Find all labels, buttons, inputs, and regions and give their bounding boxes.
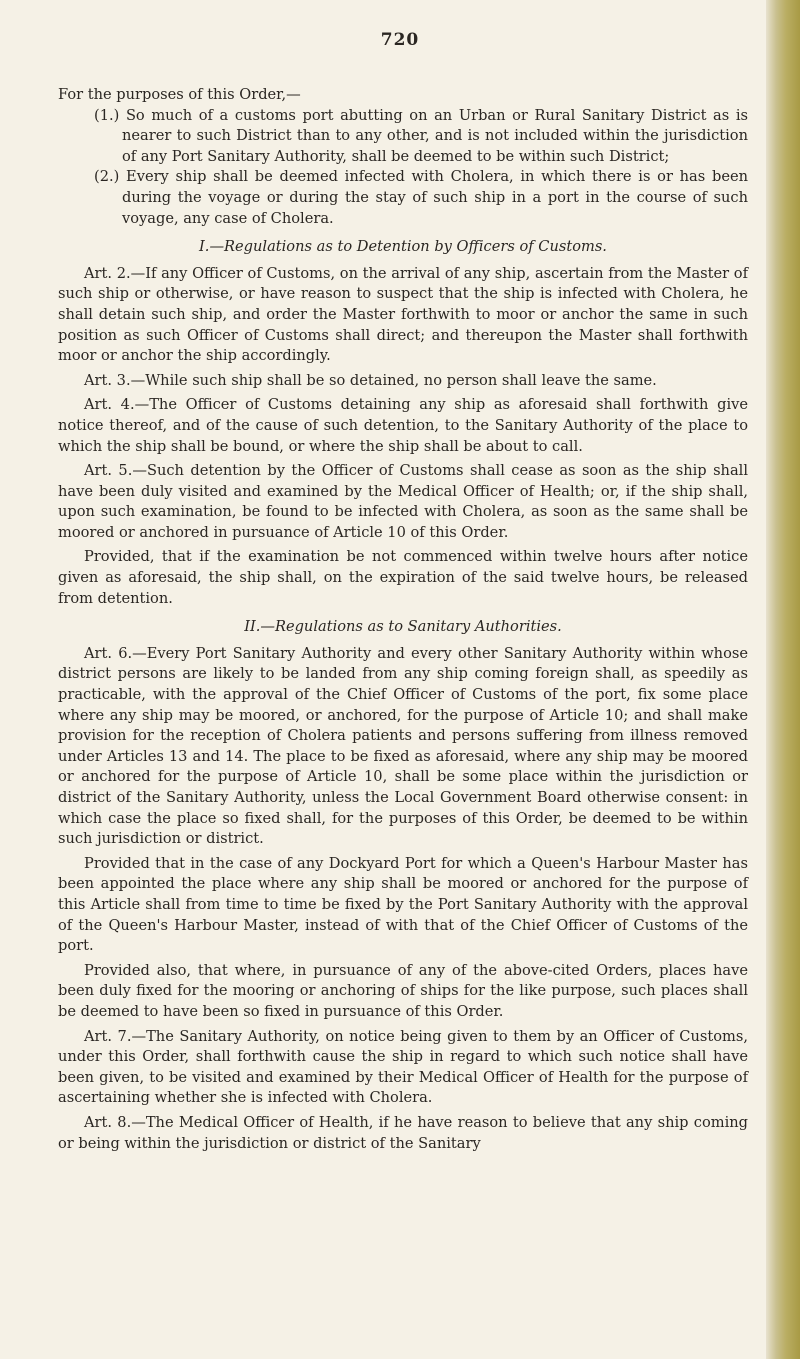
page-number: 720 bbox=[380, 30, 420, 50]
section-heading-1: I.—Regulations as to Detention by Officers of Customs. bbox=[199, 238, 607, 256]
intro-paragraph: For the purposes of this Order,— bbox=[58, 86, 301, 103]
article-7 bbox=[58, 1027, 748, 1109]
article-text: —The Officer of Customs detaining any ship as aforesaid shall forthwith give notice thereof, and of the cause of such detention, to the Sanitary Authority of the place to which the ship shall be bound, or where the ship shall be about to call. bbox=[58, 396, 748, 455]
article-label: Art. 8. bbox=[84, 1113, 132, 1131]
article-text: Provided also, that where, in pursuance of any of the above-cited Orders, places have been duly fixed for the mooring or anchoring of ships for the like purpose, such places shall be deemed to have been so fixed in pursuance of this Order. bbox=[58, 961, 748, 1020]
article-6-proviso-1 bbox=[58, 854, 748, 957]
document-body bbox=[58, 85, 748, 1158]
article-6-proviso-2 bbox=[58, 961, 748, 1023]
page-edge bbox=[766, 0, 800, 1359]
item-number: (2.) bbox=[94, 168, 120, 186]
article-text: —The Sanitary Authority, on notice being given to them by an Officer of Customs, under this Order, shall forthwith cause the ship in regard to which such notice shall have been given, to be visited and examined by their Medical Officer of Health for the purpose of ascertaining whether she is infected with Cholera. bbox=[58, 1027, 748, 1107]
article-5 bbox=[58, 461, 748, 543]
article-text: Provided, that if the examination be not commenced within twelve hours after notice given as aforesaid, the ship shall, on the expiration of the said twelve hours, be released from detention. bbox=[58, 548, 748, 607]
item-text: Every ship shall be deemed infected with Cholera, in which there is or has been during the voyage or during the stay of such ship in a port in the course of such voyage, any case of Cholera. bbox=[122, 168, 748, 227]
article-text: —The Medical Officer of Health, if he have reason to believe that any ship coming or being within the jurisdiction or district of the Sanitary bbox=[58, 1113, 748, 1152]
item-number: (1.) bbox=[94, 106, 120, 124]
definition-item-1 bbox=[58, 106, 748, 168]
article-label: Art. 2. bbox=[84, 264, 131, 282]
article-label: Art. 4. bbox=[84, 396, 135, 414]
section-heading-2: II.—Regulations as to Sanitary Authorities. bbox=[244, 618, 562, 636]
article-5-proviso bbox=[58, 547, 748, 609]
article-text: Provided that in the case of any Dockyard Port for which a Queen's Harbour Master has been appointed the place where any ship shall be moored or anchored for the purpose of this Article shall from time to time be fixed by the Port Sanitary Authority with the approval of the Queen's Harbour Master, instead of with that of the Chief Officer of Customs of the port. bbox=[58, 854, 748, 955]
article-label: Art. 6. bbox=[84, 644, 133, 662]
article-text: —Every Port Sanitary Authority and every other Sanitary Authority within whose district persons are likely to be landed from any ship coming foreign shall, as speedily as practicable, with the approval of the Chief Officer of Customs of the port, fix some place where any ship may be moored, or anchored, for the purpose of Article 10; and shall make provision for the reception of Cholera patients and persons suffering from illness removed under Articles 13 and 14. The place to be fixed as aforesaid, where any ship may be moored or anchored for the purpose of Article 10, shall be some place within the jurisdiction or district of the Sanitary Authority, unless the Local Government Board otherwise consent: in which case the place so fixed shall, for the purposes of this Order, be deemed to be within such jurisdiction or district. bbox=[58, 644, 748, 848]
item-text: So much of a customs port abutting on an Urban or Rural Sanitary District as is nearer to such District than to any other, and is not included within the jurisdiction of any Port Sanitary Authority, shall be deemed to be within such District; bbox=[122, 106, 749, 165]
article-label: Art. 3. bbox=[84, 371, 131, 389]
article-label: Art. 5. bbox=[84, 462, 133, 480]
article-4 bbox=[58, 395, 748, 457]
article-label: Art. 7. bbox=[84, 1027, 132, 1045]
article-3 bbox=[58, 371, 748, 392]
article-text: —If any Officer of Customs, on the arrival of any ship, ascertain from the Master of such ship or otherwise, or have reason to suspect that the ship is infected with Cholera, he shall detain such ship, and order the Master forthwith to moor or anchor the same in such position as such Officer of Customs shall direct; and thereupon the Master shall forthwith moor or anchor the ship accordingly. bbox=[58, 264, 748, 365]
article-2 bbox=[58, 264, 748, 367]
definition-item-2 bbox=[58, 167, 748, 229]
article-text: —While such ship shall be so detained, no person shall leave the same. bbox=[130, 371, 657, 389]
article-8 bbox=[58, 1113, 748, 1154]
article-6 bbox=[58, 644, 748, 850]
article-text: —Such detention by the Officer of Customs shall cease as soon as the ship shall have been duly visited and examined by the Medical Officer of Health; or, if the ship shall, upon such examination, be found to be infected with Cholera, as soon as the same shall be moored or anchored in pursuance of Article 10 of this Order. bbox=[58, 462, 748, 541]
